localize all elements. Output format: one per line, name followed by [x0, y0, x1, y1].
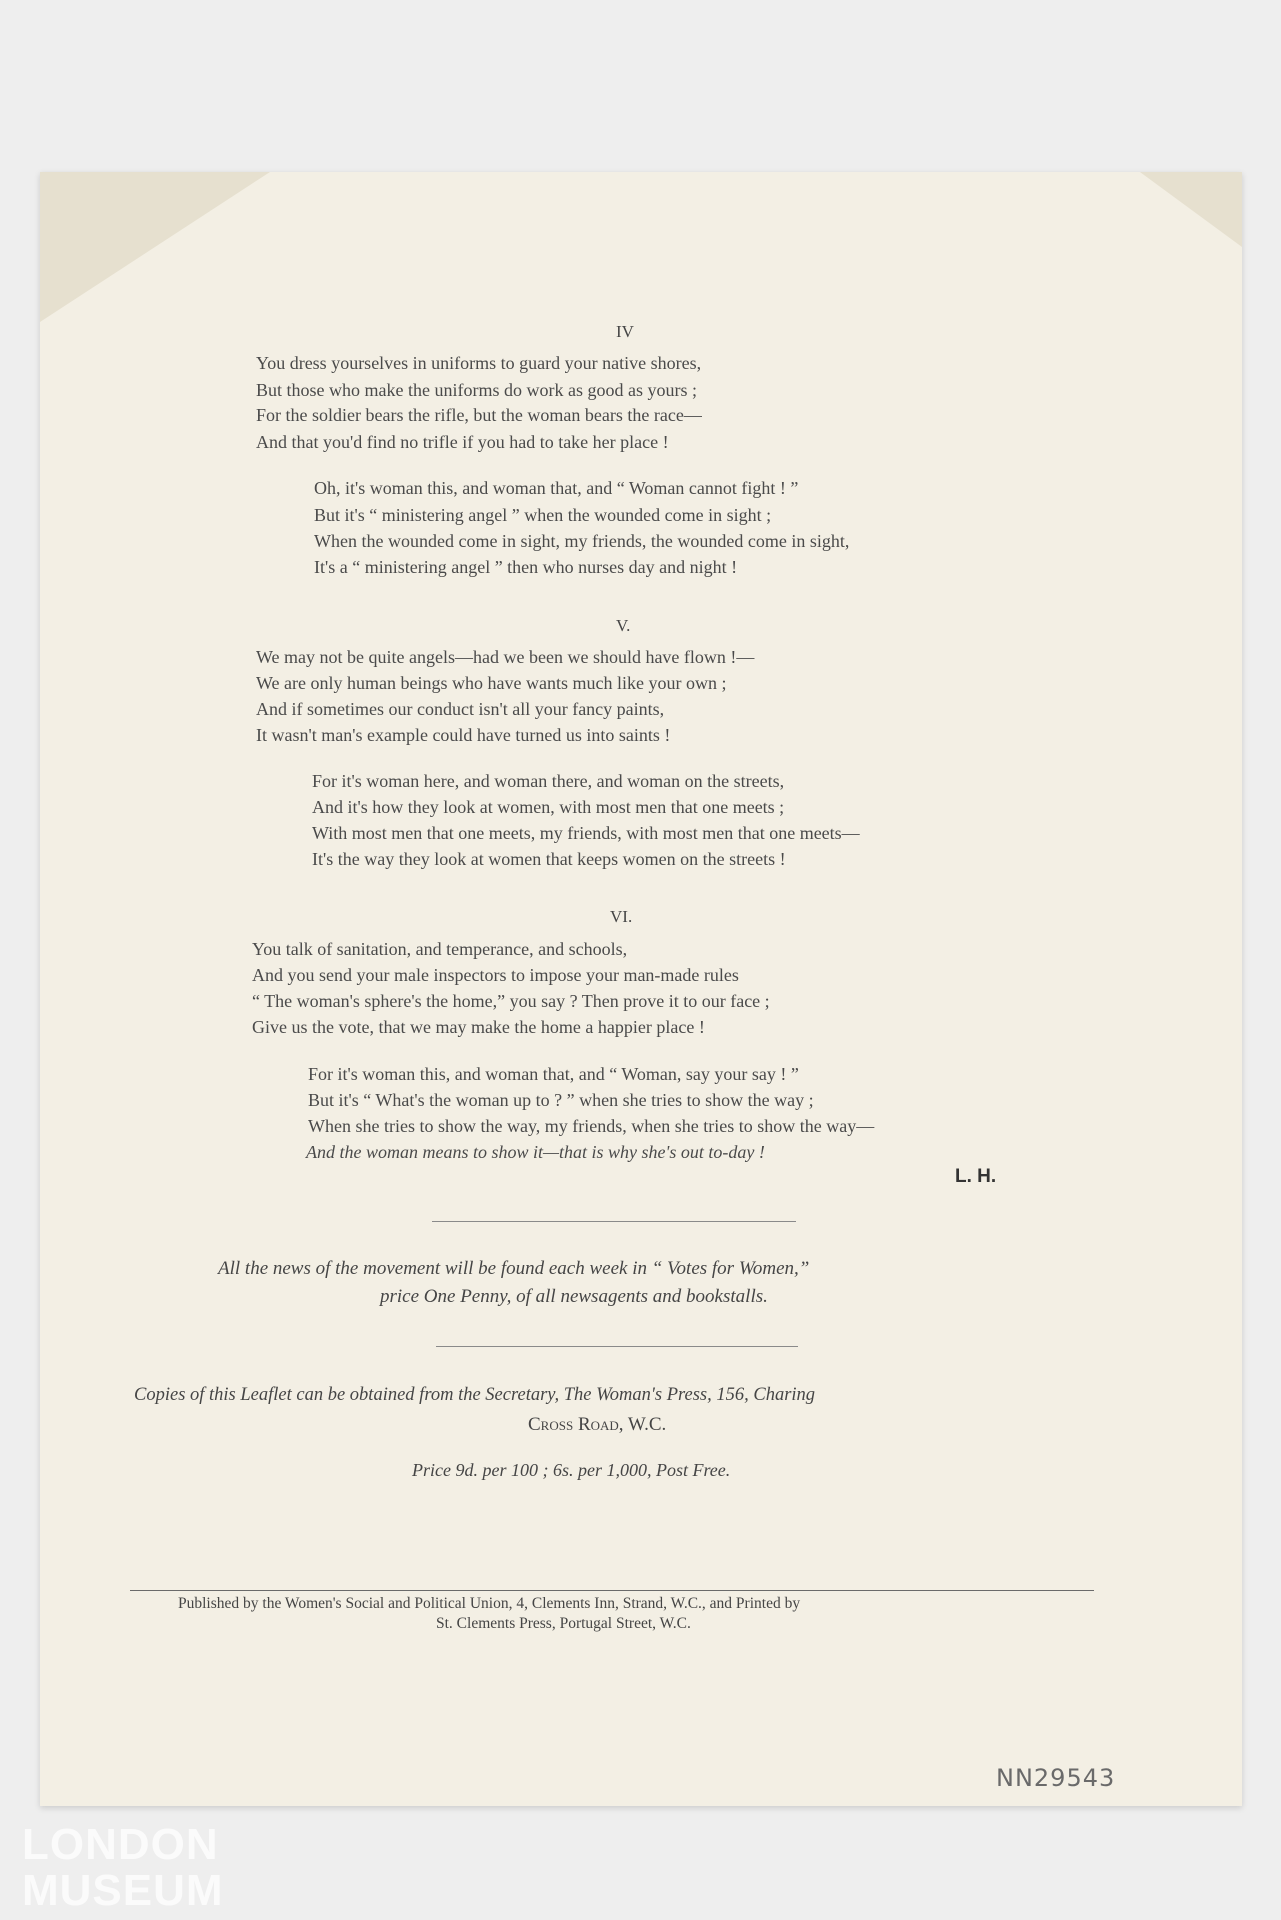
verse-line: You dress yourselves in uniforms to guard your native shores, — [256, 353, 702, 373]
chorus-line: But it's “ ministering angel ” when the wounded come in sight ; — [314, 505, 772, 525]
copies-notice-line: Copies of this Leaflet can be obtained from the Secretary, The Woman's Press, 156, Charing — [134, 1385, 816, 1405]
news-notice-line: All the news of the movement will be found each week in “ Votes for Women,” — [218, 1258, 810, 1279]
verse-line: And if sometimes our conduct isn't all your fancy paints, — [256, 699, 665, 719]
chorus-line: When she tries to show the way, my friends, when she tries to show the way— — [308, 1116, 875, 1136]
chorus-line: It's the way they look at women that keeps women on the streets ! — [312, 849, 786, 869]
chorus-line: Oh, it's woman this, and woman that, and “ Woman cannot fight ! ” — [314, 478, 799, 498]
folded-corner-left — [40, 172, 270, 322]
watermark-line: LONDON — [22, 1820, 219, 1869]
imprint-line: Published by the Women's Social and Political Union, 4, Clements Inn, Strand, W.C., and Printed by — [178, 1595, 801, 1612]
divider — [432, 1221, 796, 1222]
chorus-line: For it's woman here, and woman there, and woman on the streets, — [312, 771, 785, 791]
author-signature: L. H. — [955, 1166, 997, 1187]
verse-line: But those who make the uniforms do work as good as yours ; — [256, 380, 697, 400]
catalogue-number: NN29543 — [996, 1764, 1116, 1792]
verse-line: And you send your male inspectors to impose your man-made rules — [252, 965, 739, 985]
chorus-line: And it's how they look at women, with most men that one meets ; — [312, 797, 785, 817]
news-notice-line: price One Penny, of all newsagents and bookstalls. — [380, 1286, 768, 1307]
verse-line: We are only human beings who have wants much like your own ; — [256, 673, 727, 693]
chorus-line: But it's “ What's the woman up to ? ” when she tries to show the way ; — [308, 1090, 814, 1110]
chorus-line: When the wounded come in sight, my friends, the wounded come in sight, — [314, 531, 850, 551]
stanza-numeral: V. — [616, 616, 631, 635]
stanza-numeral: IV — [616, 322, 634, 341]
verse-line: And that you'd find no trifle if you had to take her place ! — [256, 432, 669, 452]
verse-line: We may not be quite angels—had we been we should have flown !— — [256, 647, 755, 667]
verse-line: It wasn't man's example could have turned us into saints ! — [256, 725, 671, 745]
verse-line: “ The woman's sphere's the home,” you say ? Then prove it to our face ; — [252, 991, 770, 1011]
verse-line: For the soldier bears the rifle, but the woman bears the race— — [256, 405, 702, 425]
verse-line: Give us the vote, that we may make the home a happier place ! — [252, 1017, 705, 1037]
imprint-rule — [130, 1590, 1094, 1591]
chorus-line: With most men that one meets, my friends, with most men that one meets— — [312, 823, 860, 843]
divider — [436, 1346, 798, 1347]
folded-corner-right — [1140, 172, 1242, 247]
stanza-numeral: VI. — [610, 907, 633, 926]
watermark-line: MUSEUM — [22, 1866, 224, 1915]
chorus-line: And the woman means to show it—that is why she's out to-day ! — [306, 1142, 765, 1162]
copies-notice-line: Cross Road, W.C. — [528, 1414, 667, 1435]
price-line: Price 9d. per 100 ; 6s. per 1,000, Post Free. — [412, 1460, 731, 1480]
imprint-line: St. Clements Press, Portugal Street, W.C. — [436, 1615, 691, 1632]
chorus-line: For it's woman this, and woman that, and “ Woman, say your say ! ” — [308, 1064, 799, 1084]
verse-line: You talk of sanitation, and temperance, and schools, — [252, 939, 628, 959]
chorus-line: It's a “ ministering angel ” then who nurses day and night ! — [314, 557, 738, 577]
museum-watermark — [22, 1822, 224, 1914]
